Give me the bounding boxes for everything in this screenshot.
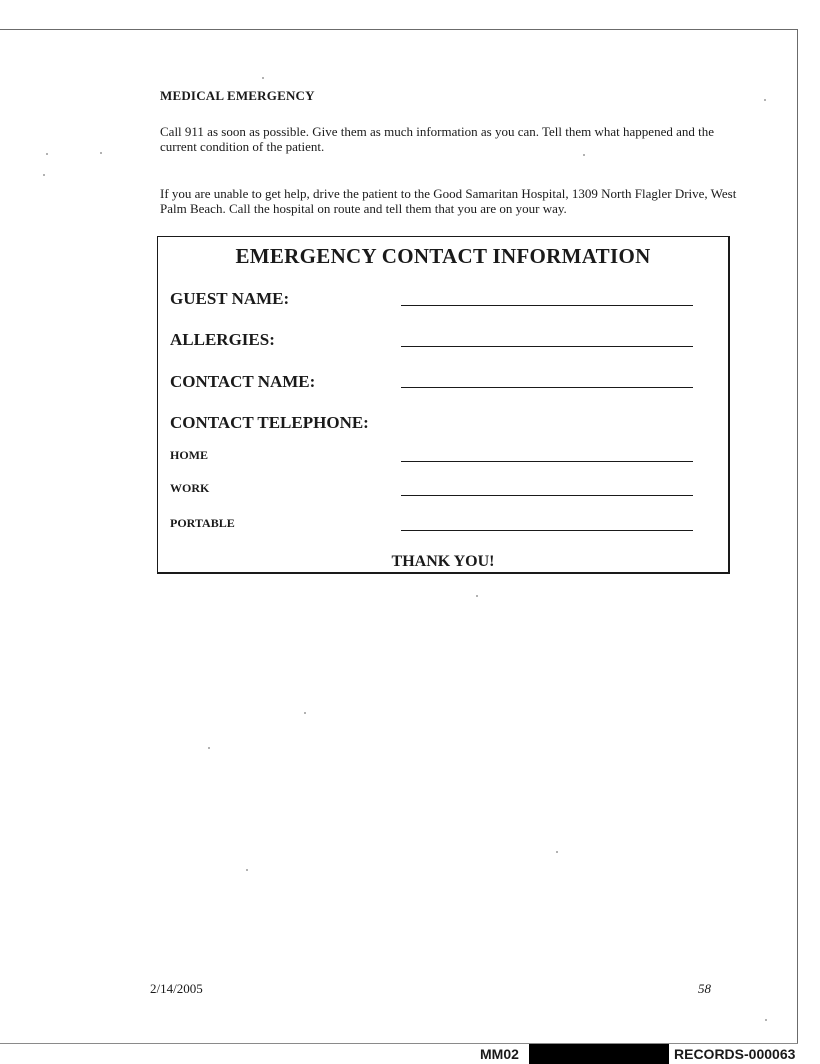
instructions-paragraph: Call 911 as soon as possible. Give them as much information as you can. Tell them what happened and the current condition of the patient. — [160, 124, 714, 154]
section-heading: MEDICAL EMERGENCY — [160, 88, 315, 103]
portable-phone-field[interactable] — [401, 530, 693, 531]
redaction-bar — [529, 1044, 669, 1064]
scan-speck — [43, 174, 45, 176]
contact-telephone-label: CONTACT TELEPHONE: — [170, 413, 369, 432]
scan-speck — [246, 869, 248, 871]
scan-speck — [583, 154, 585, 156]
work-phone-label: WORK — [170, 481, 210, 495]
page-border-right — [797, 29, 798, 1044]
bates-number: RECORDS-000063 — [674, 1046, 796, 1062]
scan-speck — [262, 77, 264, 79]
contact-name-label: CONTACT NAME: — [170, 372, 316, 391]
thank-you-text: THANK YOU! — [391, 553, 495, 570]
home-phone-field[interactable] — [401, 461, 693, 462]
home-phone-label: HOME — [170, 448, 208, 462]
guest-name-field[interactable] — [401, 305, 693, 306]
page-border-top — [0, 29, 798, 30]
footer-date: 2/14/2005 — [150, 981, 203, 996]
scan-speck — [208, 747, 210, 749]
work-phone-field[interactable] — [401, 495, 693, 496]
emergency-contact-form — [157, 236, 730, 574]
scan-speck — [476, 595, 478, 597]
scan-speck — [304, 712, 306, 714]
page-border-bottom — [0, 1043, 798, 1044]
scan-speck — [100, 152, 102, 154]
bates-prefix: MM02 — [480, 1046, 519, 1062]
portable-phone-label: PORTABLE — [170, 516, 235, 530]
page-number: 58 — [698, 981, 711, 996]
scan-speck — [556, 851, 558, 853]
contact-name-field[interactable] — [401, 387, 693, 388]
form-title: EMERGENCY CONTACT INFORMATION — [235, 244, 651, 268]
guest-name-label: GUEST NAME: — [170, 289, 290, 308]
scan-speck — [46, 153, 48, 155]
scan-speck — [765, 1019, 767, 1021]
allergies-label: ALLERGIES: — [170, 330, 275, 349]
scan-speck — [764, 99, 766, 101]
allergies-field[interactable] — [401, 346, 693, 347]
hospital-directions-paragraph: If you are unable to get help, drive the patient to the Good Samaritan Hospital, 1309 North Flagler Drive, West Palm Beach. Call the hospital on route and tell them that you are on your way. — [160, 186, 737, 216]
